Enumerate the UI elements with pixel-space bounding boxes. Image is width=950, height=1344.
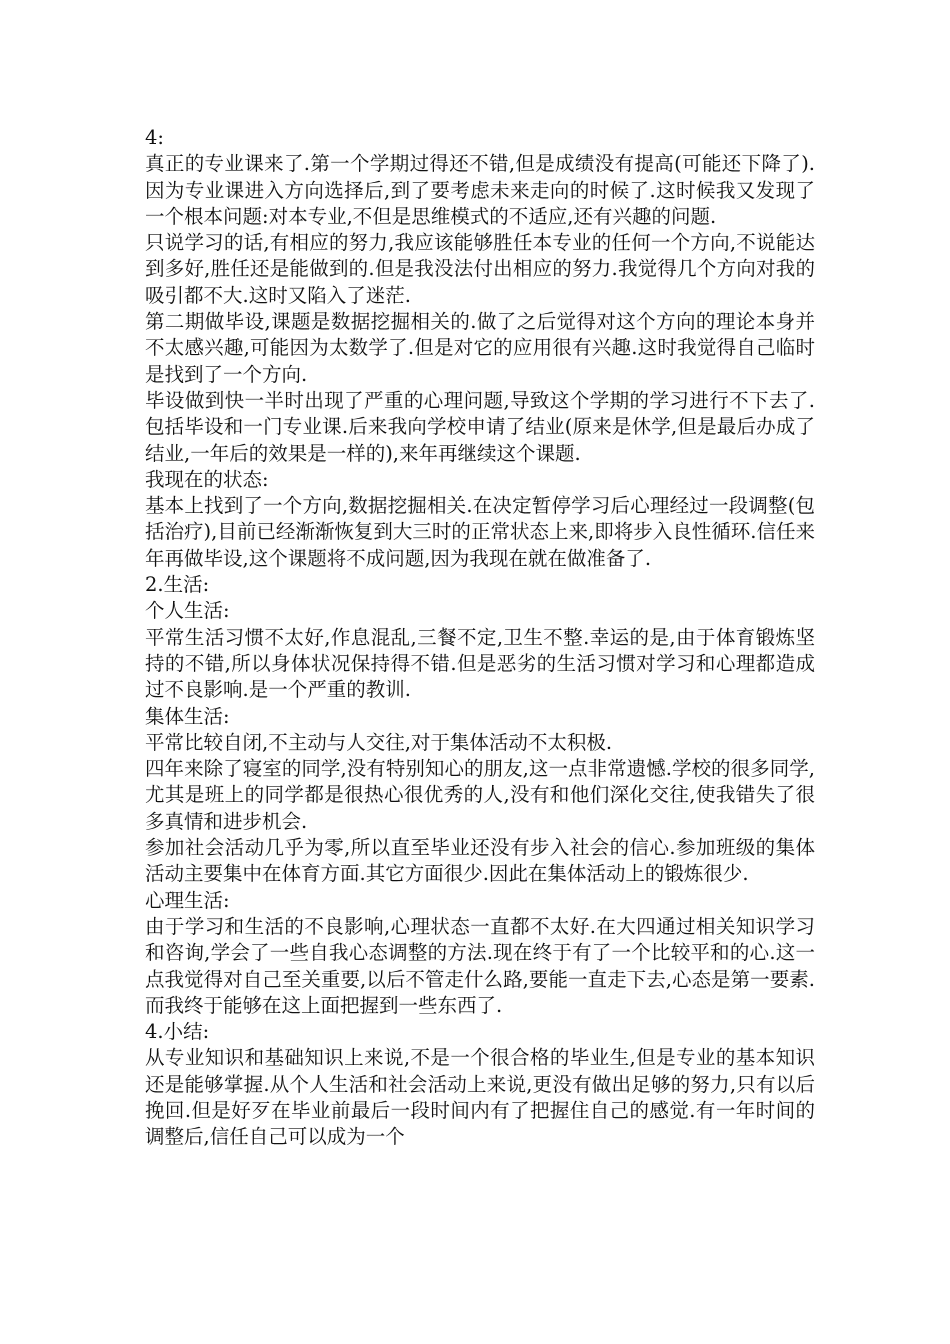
paragraph-study-effort: 只说学习的话,有相应的努力,我应该能够胜任本专业的任何一个方向,不说能达到多好,胜任还是能做到的.但是我没法付出相应的努力.我觉得几个方向对我的吸引都不大.这时又陷入了迷茫. (145, 231, 815, 307)
paragraph-collective-1: 平常比较自闭,不主动与人交往,对于集体活动不太积极. (145, 730, 613, 754)
paragraph-collective-3: 参加社会活动几乎为零,所以直至毕业还没有步入社会的信心.参加班级的集体活动主要集中在体育方面.其它方面很少.因此在集体活动上的锻炼很少. (145, 836, 815, 886)
paragraph-major-courses: 真正的专业课来了.第一个学期过得还不错,但是成绩没有提高(可能还下降了).因为专业课进入方向选择后,到了要考虑未来走向的时候了.这时候我又发现了一个根本问题:对本专业,不但是思维模式的不适应,还有兴趣的问题. (145, 152, 815, 228)
heading-summary: 4.小结: (145, 1020, 210, 1044)
heading-collective-life: 集体生活: (145, 704, 230, 728)
heading-4: 4: (145, 126, 164, 149)
paragraph-collective-2: 四年来除了寝室的同学,没有特别知心的朋友,这一点非常遗憾.学校的很多同学,尤其是班上的同学都是很热心很优秀的人,没有和他们深化交往,使我错失了很多真情和进步机会. (145, 757, 815, 833)
paragraph-graduation-project: 第二期做毕设,课题是数据挖掘相关的.做了之后觉得对这个方向的理论本身并不太感兴趣,可能因为太数学了.但是对它的应用很有兴趣.这时我觉得自己临时是找到了一个方向. (145, 310, 815, 386)
heading-current-state: 我现在的状态: (145, 467, 269, 491)
paragraph-summary: 从专业知识和基础知识上来说,不是一个很合格的毕业生,但是专业的基本知识还是能够掌握.从个人生活和社会活动上来说,更没有做出足够的努力,只有以后挽回.但是好歹在毕业前最后一段时间内有了把握住自己的感觉.有一年时间的调整后,信任自己可以成为一个 (145, 1046, 815, 1149)
document-page (145, 125, 815, 1151)
heading-life: 2.生活: (145, 573, 210, 597)
heading-mental-life: 心理生活: (145, 888, 230, 912)
paragraph-current-state: 基本上找到了一个方向,数据挖掘相关.在决定暂停学习后心理经过一段调整(包括治疗),目前已经渐渐恢复到大三时的正常状态上来,即将步入良性循环.信任来年再做毕设,这个课题将不成问题,因为我现在就在做准备了. (145, 494, 815, 570)
paragraph-personal-life: 平常生活习惯不太好,作息混乱,三餐不定,卫生不整.幸运的是,由于体育锻炼坚持的不错,所以身体状况保持得不错.但是恶劣的生活习惯对学习和心理都造成过不良影响.是一个严重的教训. (145, 625, 815, 702)
heading-personal-life: 个人生活: (145, 599, 230, 623)
paragraph-psychological-issue: 毕设做到快一半时出现了严重的心理问题,导致这个学期的学习进行不下去了.包括毕设和一门专业课.后来我向学校申请了结业(原来是休学,但是最后办成了结业,一年后的效果是一样的),来年再继续这个课题. (145, 388, 815, 465)
paragraph-mental-life: 由于学习和生活的不良影响,心理状态一直都不太好.在大四通过相关知识学习和咨询,学会了一些自我心态调整的方法.现在终于有了一个比较平和的心.这一点我觉得对自己至关重要,以后不管走什么路,要能一直走下去,心态是第一要素.而我终于能够在这上面把握到一些东西了. (145, 914, 815, 1017)
